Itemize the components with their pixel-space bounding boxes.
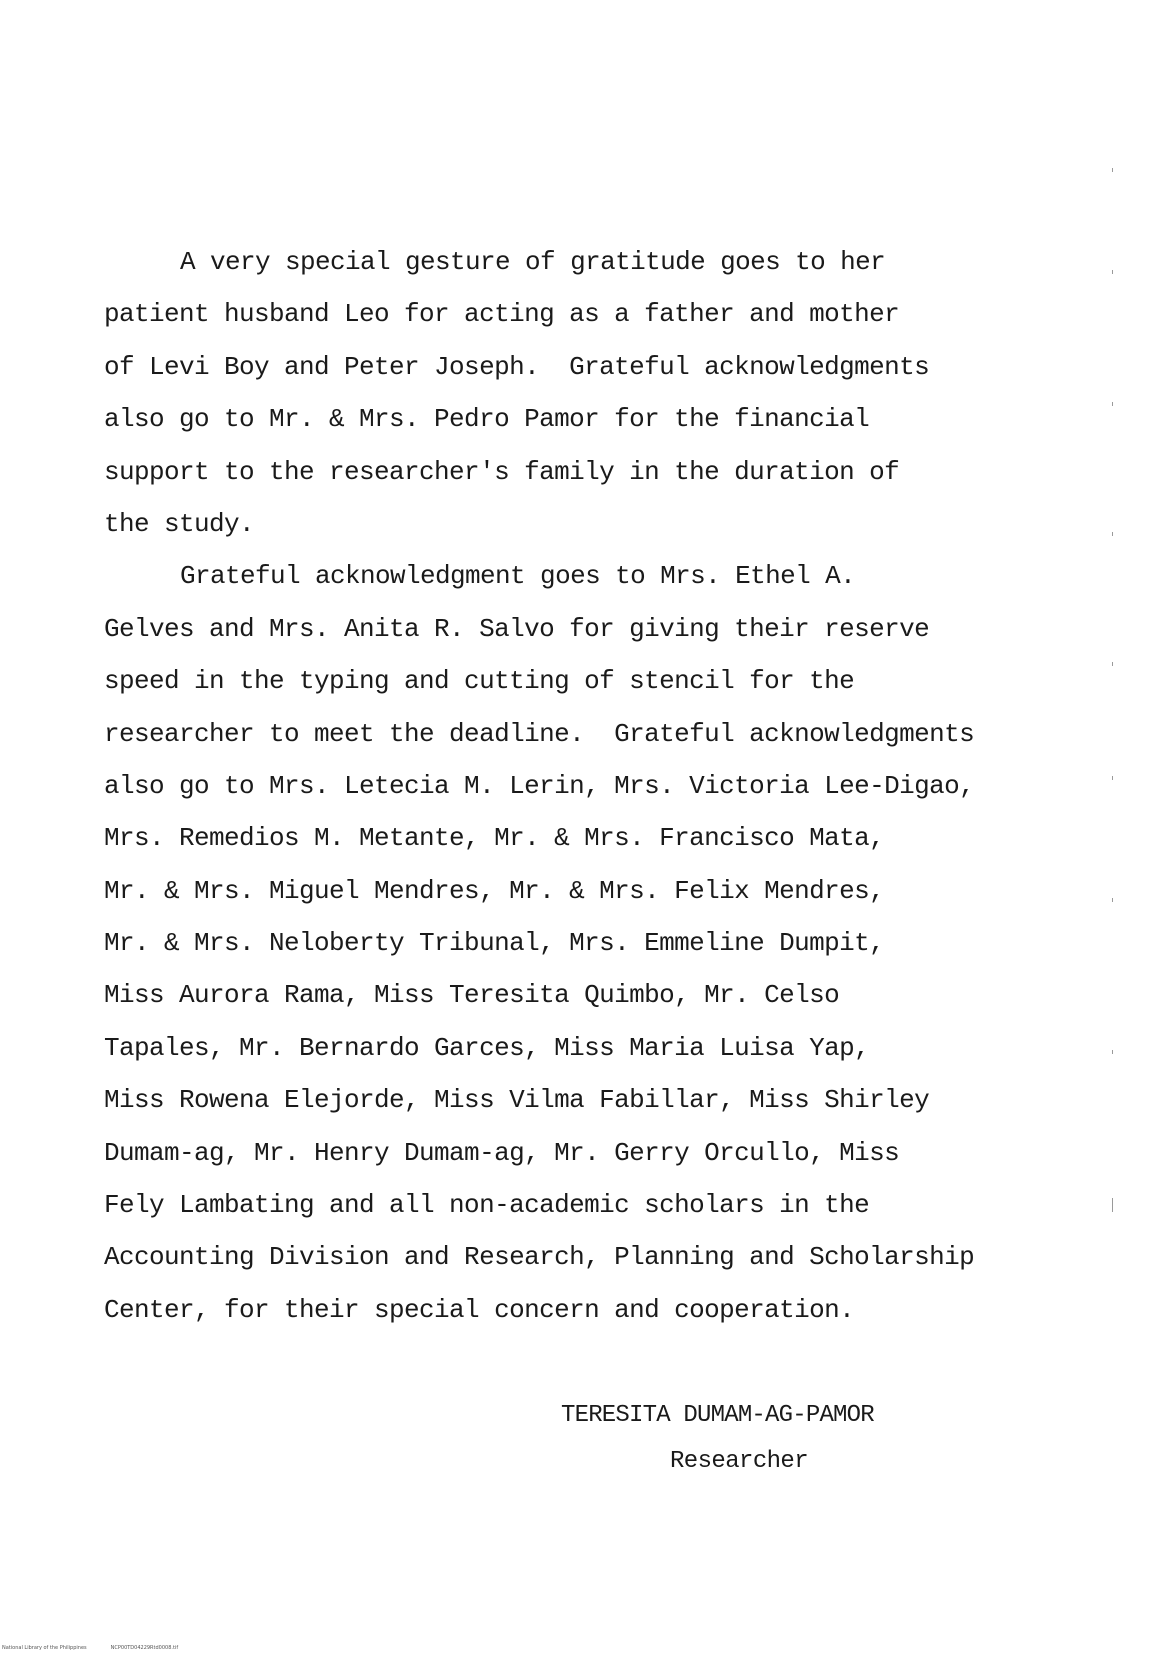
signature-name: TERESITA DUMAM-AG-PAMOR bbox=[561, 1402, 874, 1429]
paragraph-2-line-14: Accounting Division and Research, Planning and Scholarship bbox=[104, 1242, 975, 1273]
paragraph-2-line-15: Center, for their special concern and cooperation. bbox=[104, 1294, 855, 1325]
paragraph-2-line-4: researcher to meet the deadline. Grateful acknowledgments bbox=[104, 718, 975, 749]
paragraph-2-line-7: Mr. & Mrs. Miguel Mendres, Mr. & Mrs. Felix Mendres, bbox=[104, 875, 885, 906]
scan-mark bbox=[1112, 270, 1113, 274]
footer-library: National Library of the Philippines bbox=[2, 1645, 87, 1651]
paragraph-2-line-10: Tapales, Mr. Bernardo Garces, Miss Maria Luisa Yap, bbox=[104, 1032, 870, 1063]
scan-mark bbox=[1112, 1050, 1113, 1054]
signature-title: Researcher bbox=[670, 1448, 809, 1475]
paragraph-1-line-6: the study. bbox=[104, 508, 255, 539]
paragraph-2-line-13: Fely Lambating and all non-academic scholars in the bbox=[104, 1190, 870, 1221]
paragraph-2-line-9: Miss Aurora Rama, Miss Teresita Quimbo, Mr. Celso bbox=[104, 980, 840, 1011]
scan-mark bbox=[1112, 898, 1113, 902]
paragraph-2-line-8: Mr. & Mrs. Neloberty Tribunal, Mrs. Emmeline Dumpit, bbox=[104, 928, 885, 959]
paragraph-1-line-3: of Levi Boy and Peter Joseph. Grateful acknowledgments bbox=[104, 351, 930, 382]
footer-code: NCP00TD04229Rtd0008.tif bbox=[110, 1645, 179, 1651]
paragraph-2-line-3: speed in the typing and cutting of stencil for the bbox=[104, 666, 855, 697]
scan-mark bbox=[1112, 532, 1113, 536]
scan-mark bbox=[1112, 1198, 1113, 1212]
scan-mark bbox=[1112, 776, 1113, 780]
paragraph-2-line-11: Miss Rowena Elejorde, Miss Vilma Fabillar, Miss Shirley bbox=[104, 1085, 930, 1116]
scan-footer bbox=[2, 1644, 178, 1652]
paragraph-1-line-5: support to the researcher's family in the duration of bbox=[104, 456, 900, 487]
paragraph-2-line-12: Dumam-ag, Mr. Henry Dumam-ag, Mr. Gerry Orcullo, Miss bbox=[104, 1137, 900, 1168]
acknowledgment-body bbox=[104, 236, 1004, 1336]
paragraph-2-line-1: Grateful acknowledgment goes to Mrs. Ethel A. bbox=[180, 561, 856, 592]
scan-mark bbox=[1112, 168, 1113, 172]
paragraph-2-line-5: also go to Mrs. Letecia M. Lerin, Mrs. Victoria Lee-Digao, bbox=[104, 770, 975, 801]
scan-mark bbox=[1112, 402, 1113, 406]
paragraph-2-line-6: Mrs. Remedios M. Metante, Mr. & Mrs. Francisco Mata, bbox=[104, 823, 885, 854]
paragraph-1-line-1: A very special gesture of gratitude goes to her bbox=[180, 247, 886, 277]
paragraph-2-line-2: Gelves and Mrs. Anita R. Salvo for giving their reserve bbox=[104, 613, 930, 644]
paragraph-1-line-4: also go to Mr. & Mrs. Pedro Pamor for the financial bbox=[104, 404, 870, 435]
paragraph-1-line-2: patient husband Leo for acting as a father and mother bbox=[104, 299, 900, 330]
scan-mark bbox=[1112, 662, 1113, 666]
